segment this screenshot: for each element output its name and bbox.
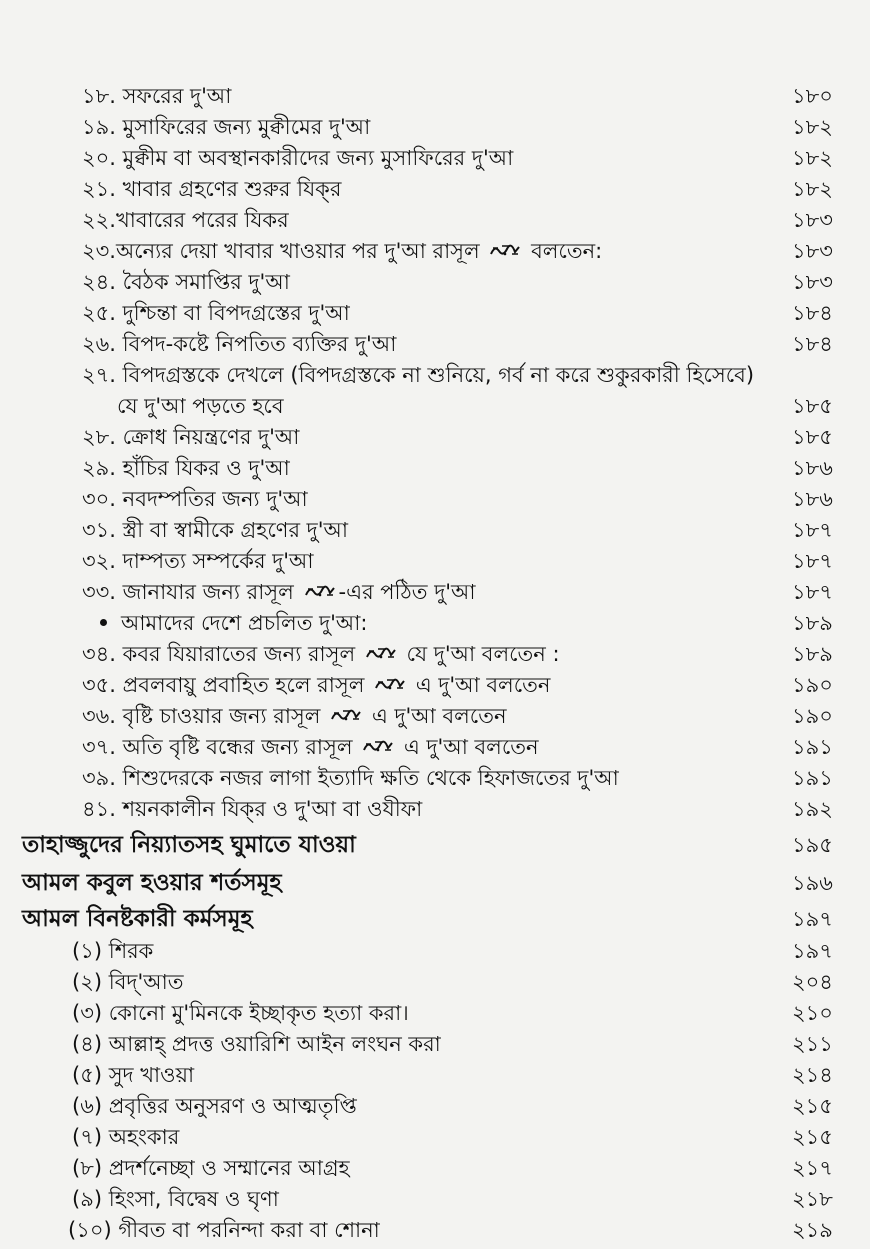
- toc-section-heading: [0, 867, 870, 899]
- toc-subentry: [0, 1059, 870, 1091]
- toc-entry-title-start: ৩৩. জানাযার জন্য রাসূল: [82, 580, 294, 604]
- toc-entry-page: ১৮৭: [792, 518, 833, 542]
- toc-entry-title: (৮) প্রদর্শনেচ্ছা ও সম্মানের আগ্রহ: [72, 1156, 350, 1180]
- toc-entry-title-text: আমাদের দেশে প্রচলিত দু'আ:: [121, 611, 368, 635]
- toc-entry-title-end: এ দু'আ বলতেন: [403, 735, 539, 759]
- toc-entry: [0, 142, 870, 174]
- toc-subentry: [0, 966, 870, 998]
- toc-entry-page: ১৮২: [792, 177, 833, 201]
- toc-entry-title-end: যে দু'আ বলতেন :: [406, 642, 560, 666]
- toc-subentry: [0, 1090, 870, 1122]
- toc-entry-page: ১৯৭: [792, 907, 833, 931]
- toc-entry: [0, 235, 870, 267]
- toc-entry-title: [82, 669, 550, 701]
- toc-entry-page: ২১৫: [792, 1094, 833, 1118]
- toc-entry-page: ২১৭: [792, 1156, 833, 1180]
- salawat-calligraphy-icon: [363, 739, 393, 753]
- toc-entry-title: (১) শিরক: [72, 939, 154, 963]
- toc-entry-page: ১৮৭: [792, 549, 833, 573]
- bullet-icon: [100, 619, 107, 626]
- toc-entry-page: ১৯০: [792, 673, 833, 697]
- toc-entry-title: (৫) সুদ খাওয়া: [72, 1063, 195, 1087]
- toc-entry: [0, 545, 870, 577]
- toc-entry: [0, 328, 870, 360]
- toc-entry-title: ২০. মুক্বীম বা অবস্থানকারীদের জন্য মুসাফিরের দু'আ: [82, 146, 514, 170]
- toc-entry-title: ২৬. বিপদ-কষ্টে নিপতিত ব্যক্তির দু'আ: [82, 332, 397, 356]
- toc-subentry: [0, 1214, 870, 1246]
- toc-entry-page: ১৮০: [792, 84, 833, 108]
- toc-entry: [0, 762, 870, 794]
- toc-entry: [0, 576, 870, 608]
- salawat-calligraphy-icon: [366, 646, 396, 660]
- toc-entry-title: (৪) আল্লাহ্ প্রদত্ত ওয়ারিশি আইন লংঘন করা: [72, 1032, 441, 1056]
- toc-entry-page: ১৮৩: [792, 239, 833, 263]
- toc-entry-title: [82, 700, 507, 732]
- toc-entry: [0, 266, 870, 298]
- toc-entry-page: ১৮৯: [792, 611, 833, 635]
- toc-entry: [0, 669, 870, 701]
- toc-entry-page: ১৮৪: [792, 301, 833, 325]
- toc-entry-title: (৯) হিংসা, বিদ্বেষ ও ঘৃণা: [72, 1187, 279, 1211]
- toc-entry: [0, 421, 870, 453]
- toc-entry-title: ২৫. দুশ্চিন্তা বা বিপদগ্রস্তের দু'আ: [82, 301, 350, 325]
- toc-entry: [0, 700, 870, 732]
- toc-entry: [0, 111, 870, 143]
- toc-entry-page: ১৮২: [792, 115, 833, 139]
- toc-entry-page: ২০৪: [792, 970, 833, 994]
- toc-entry-title: ৩১. স্ত্রী বা স্বামীকে গ্রহণের দু'আ: [82, 518, 348, 542]
- toc-entry-page: ২১৪: [792, 1063, 833, 1087]
- toc-entry-page: ২১০: [792, 1001, 833, 1025]
- toc-entry: [0, 731, 870, 763]
- toc-section-heading: [0, 903, 870, 935]
- toc-section-heading: [0, 829, 870, 861]
- toc-entry-title: ২৪. বৈঠক সমাপ্তির দু'আ: [82, 270, 290, 294]
- toc-entry-page: ২১১: [792, 1032, 833, 1056]
- toc-entry-page: ২১৮: [792, 1187, 833, 1211]
- toc-entry-title: (৩) কোনো মু'মিনকে ইচ্ছাকৃত হত্যা করা।: [72, 1001, 409, 1025]
- toc-entry-page: ১৮২: [792, 146, 833, 170]
- toc-entry: [0, 204, 870, 236]
- toc-entry-title-start: ২৩.অন্যের দেয়া খাবার খাওয়ার পর দু'আ রাসূল: [82, 239, 480, 263]
- salawat-calligraphy-icon: [490, 243, 520, 257]
- toc-entry-title: যে দু'আ পড়তে হবে: [117, 394, 284, 418]
- toc-entry: [0, 793, 870, 825]
- toc-entry-page: ১৯১: [792, 735, 833, 759]
- toc-entry-page: ১৯২: [792, 797, 833, 821]
- toc-entry-page: ১৯৫: [792, 833, 833, 857]
- salawat-calligraphy-icon: [305, 584, 335, 598]
- toc-entry-title: [82, 731, 539, 763]
- toc-subentry: [0, 997, 870, 1029]
- toc-entry-page: ১৮৯: [792, 642, 833, 666]
- toc-entry: [0, 452, 870, 484]
- toc-entry-page: ১৮৫: [792, 425, 833, 449]
- toc-entry: [0, 359, 870, 391]
- toc-entry-page: ১৮৫: [792, 394, 833, 418]
- toc-entry-title: [82, 576, 476, 608]
- toc-entry-title: ২১. খাবার গ্রহণের শুরুর যিক্‌র: [82, 177, 342, 201]
- toc-entry: [0, 638, 870, 670]
- toc-entry-title: ৩২. দাম্পত্য সম্পর্কের দু'আ: [82, 549, 314, 573]
- toc-entry: [0, 297, 870, 329]
- toc-entry-bullet: [0, 607, 870, 639]
- toc-subentry: [0, 1152, 870, 1184]
- toc-entry-page: ১৮৩: [792, 208, 833, 232]
- toc-entry-title-start: ৩৪. কবর যিয়ারাতের জন্য রাসূল: [82, 642, 356, 666]
- toc-entry-page: ১৮৬: [792, 456, 833, 480]
- toc-entry-continuation: [0, 390, 870, 422]
- toc-entry-title-start: ৩৭. অতি বৃষ্টি বন্ধের জন্য রাসূল: [82, 735, 353, 759]
- toc-entry-title: [82, 235, 602, 267]
- toc-entry: [0, 483, 870, 515]
- toc-entry-title-end: এ দু'আ বলতেন: [415, 673, 551, 697]
- toc-entry-page: ১৯৭: [792, 939, 833, 963]
- toc-entry-title-end: এ দু'আ বলতেন: [371, 704, 507, 728]
- toc-entry-page: ১৮৪: [792, 332, 833, 356]
- toc-heading-title: তাহাজ্জুদের নিয়্যাতসহ ঘুমাতে যাওয়া: [22, 832, 356, 858]
- salawat-calligraphy-icon: [375, 677, 405, 691]
- toc-entry-page: ১৮৭: [792, 580, 833, 604]
- toc-entry-title-start: ৩৬. বৃষ্টি চাওয়ার জন্য রাসূল: [82, 704, 321, 728]
- toc-entry: [0, 514, 870, 546]
- toc-entry-page: ১৯০: [792, 704, 833, 728]
- toc-entry-title-end: -এর পঠিত দু'আ: [338, 580, 476, 604]
- toc-entry-title-start: ৩৫. প্রবলবায়ু প্রবাহিত হলে রাসূল: [82, 673, 365, 697]
- toc-entry-title: (৭) অহংকার: [72, 1125, 180, 1149]
- toc-entry-title: ১৯. মুসাফিরের জন্য মুক্বীমের দু'আ: [82, 115, 371, 139]
- toc-entry-title: (১০) গীবত বা পরনিন্দা করা বা শোনা: [68, 1218, 380, 1242]
- toc-entry-title: ২৯. হাঁচির যিকর ও দু'আ: [82, 456, 290, 480]
- toc-entry-page: ২১৯: [792, 1218, 833, 1242]
- toc-entry-title: ৪১. শয়নকালীন যিক্‌র ও দু'আ বা ওযীফা: [82, 797, 423, 821]
- toc-subentry: [0, 935, 870, 967]
- toc-entry-title-end: বলতেন:: [531, 239, 603, 263]
- toc-entry-title: ১৮. সফরের দু'আ: [82, 84, 232, 108]
- toc-subentry: [0, 1183, 870, 1215]
- toc-entry-title: [100, 607, 368, 639]
- toc-entry-title: ৩০. নবদম্পতির জন্য দু'আ: [82, 487, 308, 511]
- toc-entry-title: ২২.খাবারের পরের যিকর: [82, 208, 289, 232]
- toc-entry: [0, 80, 870, 112]
- toc-subentry: [0, 1121, 870, 1153]
- toc-entry-page: ১৯৬: [792, 871, 833, 895]
- salawat-calligraphy-icon: [331, 708, 361, 722]
- toc-entry-page: ১৮৩: [792, 270, 833, 294]
- toc-entry-title: (২) বিদ্'আত: [72, 970, 184, 994]
- toc-entry-title: ২৮. ক্রোধ নিয়ন্ত্রণের দু'আ: [82, 425, 300, 449]
- toc-entry-title: [82, 638, 560, 670]
- toc-heading-title: আমল বিনষ্টকারী কর্মসমূহ: [22, 906, 253, 932]
- toc-entry-title: ২৭. বিপদগ্রস্তকে দেখলে (বিপদগ্রস্তকে না শুনিয়ে, গর্ব না করে শুকুরকারী হিসেবে): [82, 363, 755, 387]
- toc-subentry: [0, 1028, 870, 1060]
- toc-entry-title: (৬) প্রবৃত্তির অনুসরণ ও আত্মতৃপ্তি: [72, 1094, 357, 1118]
- toc-entry: [0, 173, 870, 205]
- toc-heading-title: আমল কবুল হওয়ার শর্তসমূহ: [22, 870, 282, 896]
- toc-entry-page: ১৯১: [792, 766, 833, 790]
- toc-entry-page: ২১৫: [792, 1125, 833, 1149]
- toc-entry-page: ১৮৬: [792, 487, 833, 511]
- toc-entry-title: ৩৯. শিশুদেরকে নজর লাগা ইত্যাদি ক্ষতি থেকে হিফাজতের দু'আ: [82, 766, 619, 790]
